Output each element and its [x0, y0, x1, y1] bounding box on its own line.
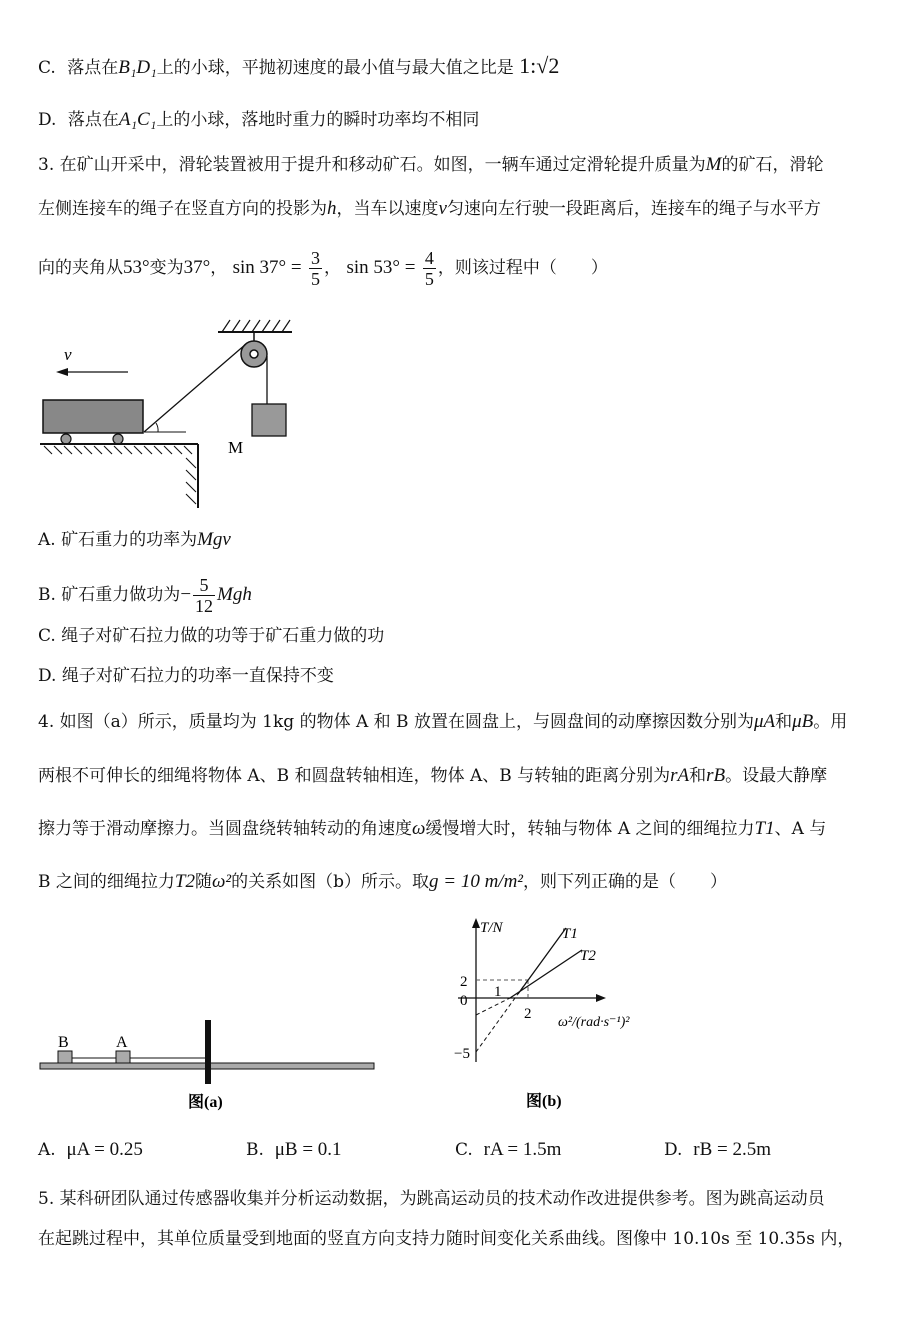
q3-line3: 向的夹角从53°变为37°， sin 37° = $\frac{3}{5}$ ， sin 53° = $\frac{4}{5}$ ，则该过程中（ ）	[38, 248, 608, 289]
q3-option-b: B. 矿石重力做功为− $\frac{5}{12}$ Mgh	[38, 575, 252, 616]
tick-x-2: 2	[524, 1006, 532, 1022]
q5-line2: 在起跳过程中，其单位质量受到地面的竖直方向支持力随时间变化关系曲线。图像中 10.10s 至 10.35s 内，	[38, 1229, 855, 1249]
fraction-sin37: $\frac{3}{5}$	[311, 248, 321, 289]
label-T2: T2	[580, 948, 596, 964]
q3-line2: 左侧连接车的绳子在竖直方向的投影为h，当车以速度v匀速向左行驶一段距离后，连接车的绳子与水平方	[38, 198, 821, 219]
caption-a: 图(a)	[188, 1094, 223, 1111]
q3-option-c: C. 绳子对矿石拉力做的功等于矿石重力做的功	[38, 626, 385, 646]
q4-option-d: D. rB = 2.5m	[664, 1139, 771, 1160]
option-d-prev: D. 落点在A₁C₁上的小球，落地时重力的瞬时功率均不相同	[38, 109, 480, 130]
q4-option-a: A. μA = 0.25	[38, 1139, 143, 1160]
tick-y-minus5: −5	[454, 1046, 470, 1062]
figure-b-graph	[438, 910, 678, 1115]
q3-line1: 3. 在矿山开采中，滑轮装置被用于提升和移动矿石。如图，一辆车通过定滑轮提升质量为M的矿石，滑轮	[38, 154, 824, 175]
label-A: A	[116, 1034, 128, 1051]
mass-label: M	[228, 438, 244, 457]
q4-line2: 两根不可伸长的细绳将物体 A、B 和圆盘转轴相连，物体 A、B 与转轴的距离分别为rA和rB。设最大静摩	[38, 765, 828, 786]
fraction-sin53: $\frac{4}{5}$	[424, 248, 434, 289]
tick-x-1: 1	[494, 984, 502, 1000]
q4-option-c: C. rA = 1.5m	[455, 1139, 562, 1160]
velocity-label: v	[64, 345, 72, 364]
option-c-prev: C. 落点在B₁D₁上的小球，平抛初速度的最小值与最大值之比是 1:√2	[38, 53, 560, 78]
q3-option-d: D. 绳子对矿石拉力的功率一直保持不变	[38, 666, 334, 686]
caption-b: 图(b)	[526, 1093, 562, 1110]
axis-x-label: ω²/(rad·s⁻¹)²	[558, 1015, 630, 1030]
label-B: B	[58, 1034, 69, 1051]
q4-line1: 4. 如图（a）所示，质量均为 1kg 的物体 A 和 B 放置在圆盘上，与圆盘间的动摩擦因数分别为μA和μB。用	[38, 711, 848, 732]
fraction-5-12: $\frac{5}{12}$	[195, 575, 214, 616]
q4-line4: B 之间的细绳拉力T2随ω²的关系如图（b）所示。取g = 10 m/m²，则下列正确的是（ ）	[38, 871, 727, 892]
axis-y-label: T/N	[480, 920, 503, 936]
figure-a-disk	[36, 1015, 381, 1115]
tick-y-2: 2	[460, 974, 468, 990]
pulley-figure	[36, 312, 326, 512]
q5-line1: 5. 某科研团队通过传感器收集并分析运动数据，为跳高运动员的技术动作改进提供参考。图为跳高运动员	[38, 1189, 825, 1209]
velocity-arrow-icon	[56, 368, 68, 376]
q3-option-a: A. 矿石重力的功率为Mgv	[38, 529, 231, 550]
tick-y-0: 0	[460, 993, 468, 1009]
label-T1: T1	[562, 926, 578, 942]
q4-line3: 擦力等于滑动摩擦力。当圆盘绕转轴转动的角速度ω缓慢增大时，转轴与物体 A 之间的细绳拉力T1、A 与	[38, 818, 827, 839]
q4-option-b: B. μB = 0.1	[246, 1139, 342, 1160]
